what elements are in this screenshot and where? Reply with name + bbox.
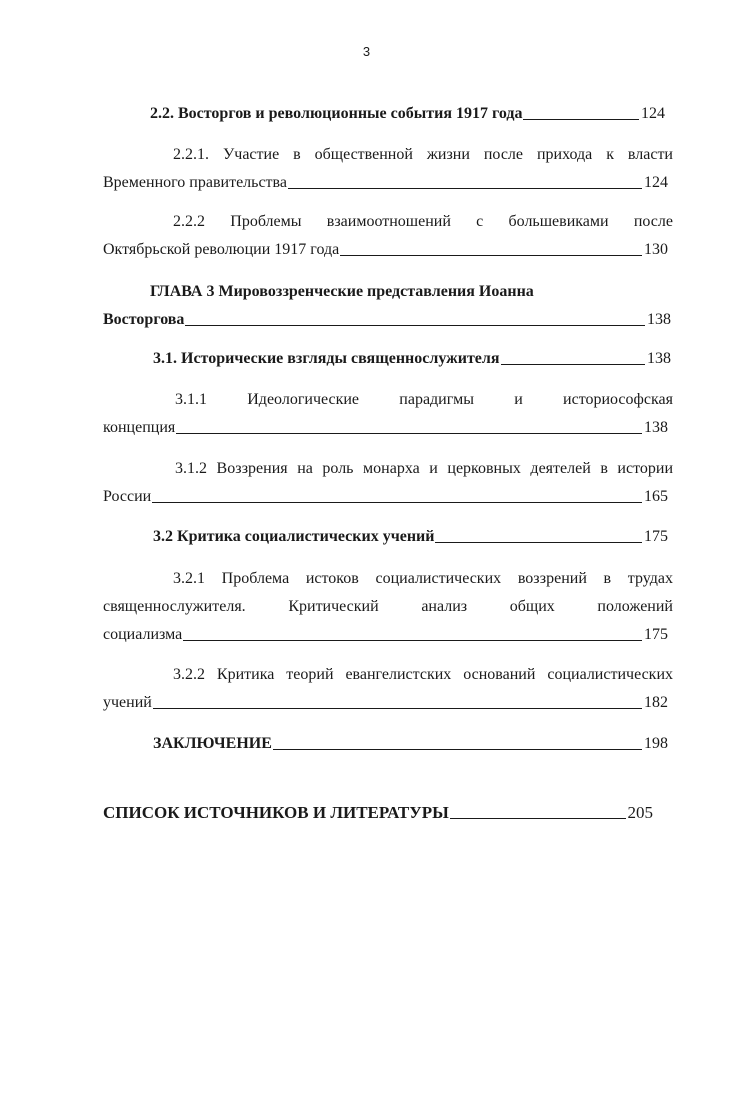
toc-page-number: 198 [644, 735, 668, 752]
toc-leader [288, 187, 642, 189]
toc-entry-3-1-1[interactable] [103, 418, 668, 438]
toc-entry-3-2-2-line1: 3.2.2 Критика теорий евангелистских оснований социалистических [173, 666, 673, 683]
toc-entry-3-2-1-line1: 3.2.1 Проблема истоков социалистических воззрений в трудах [173, 570, 673, 587]
toc-leader [153, 707, 642, 709]
toc-entry-title: 2.2. Восторгов и революционные события 1917 года [150, 105, 523, 122]
toc-leader [176, 432, 642, 434]
toc-page-number: 124 [644, 174, 668, 191]
toc-entry-3-2-1[interactable] [103, 625, 668, 645]
toc-page-number: 165 [644, 488, 668, 505]
toc-leader [185, 324, 645, 326]
toc-leader [152, 501, 642, 503]
toc-page-number: 138 [644, 419, 668, 436]
toc-entry-2-2-2-line1: 2.2.2 Проблемы взаимоотношений с большевиками после [173, 213, 673, 230]
toc-entry-3-2[interactable] [153, 527, 668, 547]
toc-page-number: 130 [644, 241, 668, 258]
toc-page-number: 138 [647, 350, 671, 367]
toc-bibliography[interactable] [103, 803, 653, 823]
toc-conclusion[interactable] [153, 734, 668, 754]
toc-page-number: 138 [647, 311, 671, 328]
toc-leader [340, 254, 642, 256]
toc-leader [450, 817, 626, 819]
toc-entry-3-2-1-line2: священнослужителя. Критический анализ общих положений [103, 598, 673, 615]
toc-page-number: 205 [627, 803, 653, 822]
toc-chapter-3-line1: ГЛАВА 3 Мировоззренческие представления Иоанна [150, 283, 534, 300]
toc-entry-title: социализма [103, 626, 183, 643]
toc-entry-title: Временного правительства [103, 174, 287, 191]
toc-leader [183, 639, 642, 641]
toc-entry-3-1-1-line1: 3.1.1 Идеологические парадигмы и историософская [175, 391, 673, 408]
toc-page-number: 124 [641, 105, 665, 122]
toc-entry-title: Восторгова [103, 311, 185, 328]
toc-entry-title: концепция [103, 419, 176, 436]
toc-page-number: 182 [644, 694, 668, 711]
toc-entry-3-2-2[interactable] [103, 693, 668, 713]
toc-entry-title: ЗАКЛЮЧЕНИЕ [153, 735, 272, 752]
toc-entry-title: России [103, 488, 152, 505]
toc-leader [435, 541, 642, 543]
toc-entry-2-2[interactable] [150, 104, 665, 124]
toc-entry-title: учений [103, 694, 152, 711]
toc-entry-title: 3.2 Критика социалистических учений [153, 528, 435, 545]
toc-chapter-3[interactable] [103, 310, 671, 330]
toc-entry-2-2-1[interactable] [103, 173, 668, 193]
toc-leader [523, 118, 639, 120]
toc-entry-title: Октябрьской революции 1917 года [103, 241, 340, 258]
page-number: 3 [362, 44, 371, 59]
toc-entry-3-1-2[interactable] [103, 487, 668, 507]
toc-entry-title: 3.1. Исторические взгляды священнослужителя [153, 350, 500, 367]
toc-entry-3-1[interactable] [153, 349, 671, 369]
toc-page-number: 175 [644, 528, 668, 545]
toc-entry-2-2-1-line1: 2.2.1. Участие в общественной жизни после прихода к власти [173, 146, 673, 163]
toc-leader [501, 363, 645, 365]
toc-entry-2-2-2[interactable] [103, 240, 668, 260]
toc-entry-title: СПИСОК ИСТОЧНИКОВ И ЛИТЕРАТУРЫ [103, 803, 449, 822]
toc-entry-3-1-2-line1: 3.1.2 Воззрения на роль монарха и церковных деятелей в истории [175, 460, 673, 477]
toc-page-number: 175 [644, 626, 668, 643]
toc-leader [273, 748, 642, 750]
